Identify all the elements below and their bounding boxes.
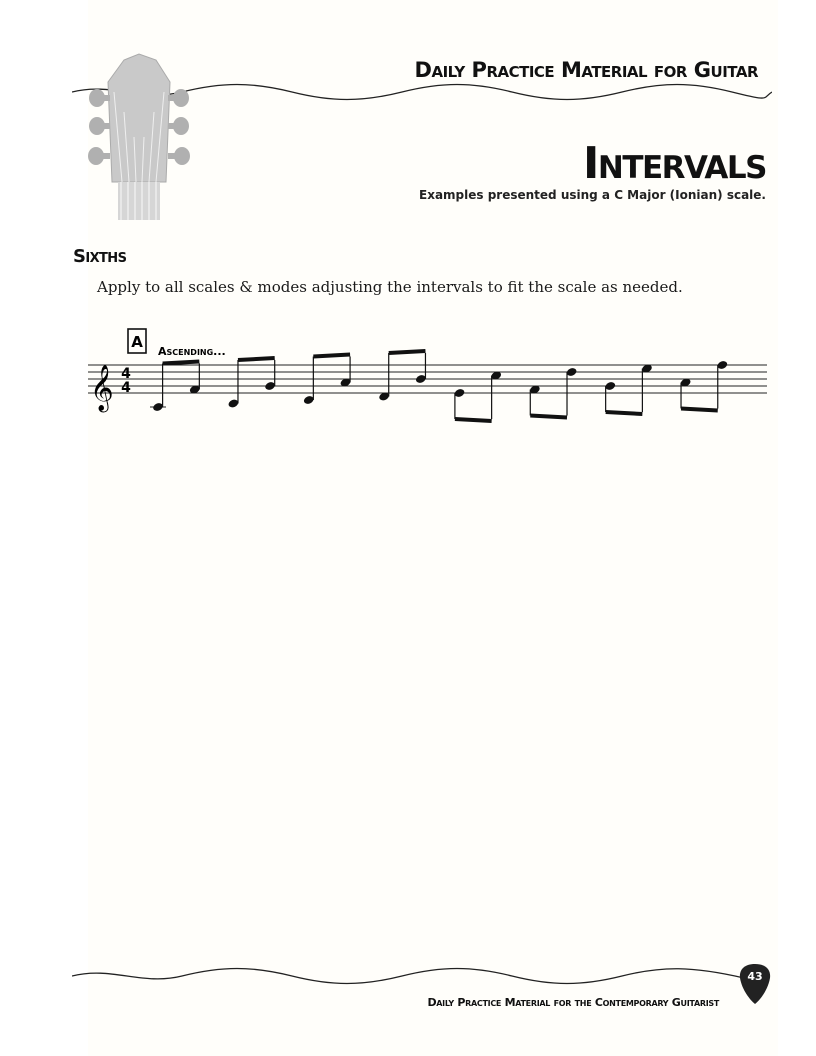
header-book-title: Daily Practice Material for Guitar: [414, 58, 758, 82]
page-title: Intervals: [583, 138, 766, 189]
example-label: Ascending...: [158, 345, 226, 358]
example-letter: A: [131, 333, 143, 351]
note-beam: [606, 412, 643, 414]
footer-book-title: Daily Practice Material for the Contemporary Guitarist: [427, 996, 719, 1009]
time-signature-bottom: 4: [121, 380, 131, 396]
note-beam: [163, 362, 200, 364]
note-beam: [455, 419, 492, 421]
page-number: 43: [747, 970, 763, 983]
note-beam: [681, 409, 718, 411]
note-beam: [313, 355, 350, 357]
note-beam: [238, 358, 275, 360]
footer-divider-wave: [72, 964, 744, 988]
note-beam: [530, 416, 567, 418]
section-instruction: Apply to all scales & modes adjusting the intervals to fit the scale as needed.: [97, 278, 683, 296]
section-title: Sixths: [73, 246, 127, 267]
note-beam: [389, 351, 426, 353]
treble-clef-icon: 𝄞: [90, 365, 114, 411]
guitar-pick-icon: [738, 962, 772, 1006]
time-signature-top: 4: [121, 366, 131, 382]
page-subtitle: Examples presented using a C Major (Ionian) scale.: [419, 188, 766, 202]
